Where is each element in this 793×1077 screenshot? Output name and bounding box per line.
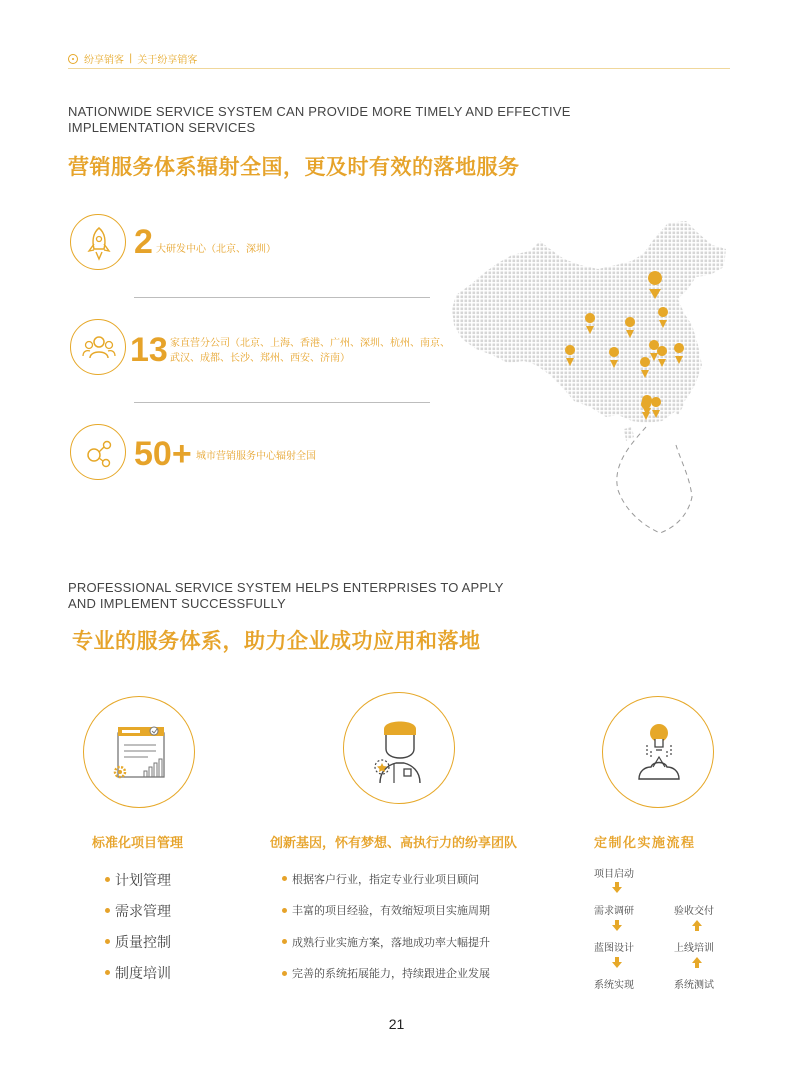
flow-step: 验收交付 (674, 906, 714, 917)
list-item-text: 根据客户行业，指定专业行业项目顾问 (292, 872, 479, 886)
list-item-text: 质量控制 (115, 934, 171, 951)
china-map (440, 215, 730, 545)
list-item-text: 完善的系统拓展能力，持续跟进企业发展 (292, 967, 490, 981)
arrow-down-icon (612, 957, 622, 968)
arrow-up-icon (692, 920, 702, 931)
arrow-up-icon (692, 957, 702, 968)
bullet-dot (282, 939, 287, 944)
team-member-icon (343, 692, 455, 804)
stat-branches-text (170, 336, 450, 366)
col2-list (282, 863, 490, 989)
header-separator: | (129, 53, 133, 64)
list-item-text: 丰富的项目经验，有效缩短项目实施周期 (292, 904, 490, 918)
flow-step: 系统测试 (674, 980, 714, 991)
bullet-dot (282, 971, 287, 976)
flow-step: 需求调研 (594, 906, 634, 917)
list-item (282, 926, 490, 958)
network-icon (70, 424, 126, 480)
section2-cn-title: 专业的服务体系，助力企业成功应用和落地 (72, 629, 481, 653)
page-number: 21 (388, 1016, 405, 1032)
header-rule (68, 68, 730, 69)
stat-rd-centers-text: 大研发中心（北京、深圳） (156, 244, 276, 255)
list-item-text: 成熟行业实施方案，落地成功率大幅提升 (292, 935, 490, 949)
section2-en-line1: PROFESSIONAL SERVICE SYSTEM HELPS ENTERPRISES TO APPLY (68, 580, 504, 595)
stat-divider (134, 297, 430, 298)
stat-rd-centers-number: 2 (134, 223, 153, 261)
flow-step: 上线培训 (674, 943, 714, 954)
header-section: 关于纷享销客 (137, 55, 198, 66)
list-item (282, 863, 490, 895)
list-item (282, 895, 490, 927)
south-sea-border (617, 427, 692, 533)
stat-branches-number: 13 (130, 331, 168, 369)
section1-en-line2: IMPLEMENTATION SERVICES (68, 120, 256, 135)
stat-branches-text-line2: 武汉、成都、长沙、郑州、西安、济南） (170, 353, 350, 364)
stat-branches-text-line1: 家直营分公司（北京、上海、香港、广州、深圳、杭州、南京、 (170, 338, 450, 349)
bullet-dot (282, 908, 287, 913)
bullet-dot (105, 877, 110, 882)
running-header (68, 51, 197, 66)
col1-list (105, 864, 171, 988)
col2-title: 创新基因，怀有梦想、高执行力的纷享团队 (270, 836, 518, 851)
section1-en-line1: NATIONWIDE SERVICE SYSTEM CAN PROVIDE MORE TIMELY AND EFFECTIVE (68, 104, 571, 119)
header-brand: 纷享销客 (84, 55, 124, 66)
bullet-dot (105, 908, 110, 913)
list-item-text: 需求管理 (115, 903, 171, 920)
list-item (282, 958, 490, 990)
list-item (105, 957, 171, 988)
list-item (105, 895, 171, 926)
list-item (105, 926, 171, 957)
flow-step: 项目启动 (594, 869, 634, 880)
arrow-down-icon (612, 920, 622, 931)
stat-divider (134, 402, 430, 403)
flow-step: 蓝图设计 (594, 943, 634, 954)
arrow-down-icon (612, 882, 622, 893)
target-icon (68, 54, 78, 64)
section2-en-title (68, 580, 504, 612)
stat-service-centers-number: 50+ (134, 435, 192, 473)
lightbulb-hand-icon (602, 696, 714, 808)
stat-service-centers-text: 城市营销服务中心辐射全国 (196, 451, 316, 462)
col1-title: 标准化项目管理 (92, 836, 184, 851)
bullet-dot (105, 970, 110, 975)
section1-en-title (68, 104, 571, 136)
document-chart-icon (83, 696, 195, 808)
hainan-island (624, 427, 634, 441)
flow-step: 系统实现 (594, 980, 634, 991)
section2-en-line2: AND IMPLEMENT SUCCESSFULLY (68, 596, 286, 611)
list-item-text: 制度培训 (115, 965, 171, 982)
col3-title: 定制化实施流程 (594, 836, 696, 851)
people-icon (70, 319, 126, 375)
bullet-dot (282, 876, 287, 881)
section1-cn-title: 营销服务体系辐射全国，更及时有效的落地服务 (68, 155, 520, 179)
bullet-dot (105, 939, 110, 944)
list-item (105, 864, 171, 895)
list-item-text: 计划管理 (115, 872, 171, 889)
rocket-icon (70, 214, 126, 270)
